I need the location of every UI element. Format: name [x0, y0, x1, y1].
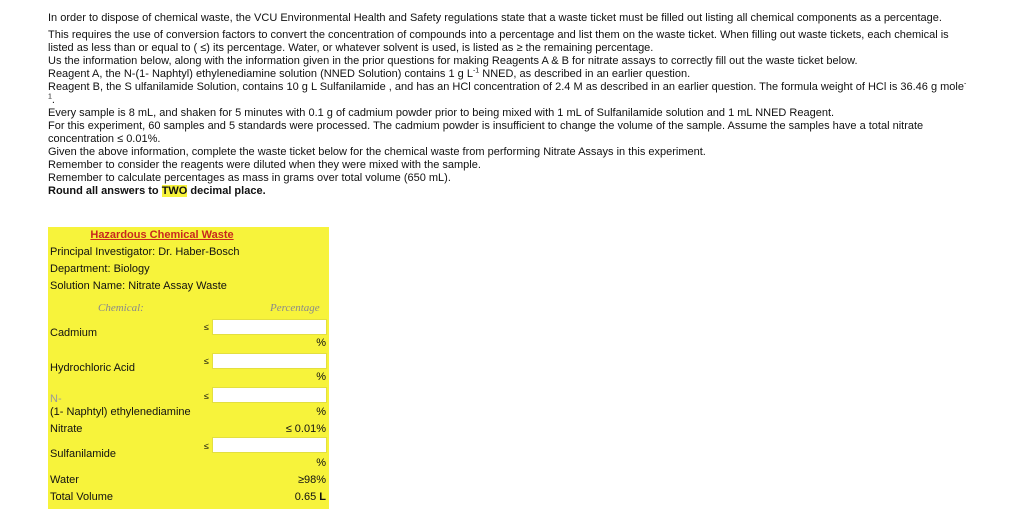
reagent-a-end: NNED, as described in an earlier question.: [479, 68, 691, 80]
department: Department: Biology: [50, 263, 150, 275]
chemical-nned-prefix: N-: [50, 393, 62, 405]
rounding-post: decimal place.: [187, 185, 266, 197]
instruction-use-info: Us the information below, along with the information given in the prior questions for making Reagents A & B for nitrate assays to correctly fill out the waste ticket below.: [48, 55, 858, 67]
reagent-b-sup: -1: [48, 80, 967, 101]
waste-ticket: [48, 227, 329, 509]
rounding-highlight: TWO: [161, 185, 188, 197]
nned-input[interactable]: [212, 387, 327, 403]
chemical-hcl: Hydrochloric Acid: [50, 362, 135, 374]
chemical-nitrate: Nitrate: [50, 423, 83, 435]
principal-investigator: Principal Investigator: Dr. Haber-Bosch: [50, 246, 240, 258]
chemical-cadmium: Cadmium: [50, 327, 98, 339]
column-chemical: Chemical:: [98, 302, 144, 314]
instruction-reagent-b: [48, 81, 968, 107]
total-volume-number: 0.65: [294, 491, 317, 503]
total-volume-label: Total Volume: [50, 491, 113, 503]
reagent-b-text: Reagent B, the S ulfanilamide Solution, contains 10 g L Sulfanilamide , and has an HCl concentration of 2.4 M as described in an earlier question. The formula weight of HCl is 36.46 g mole: [48, 81, 964, 93]
instruction-dilution: Remember to consider the reagents were diluted when they were mixed with the sample.: [48, 159, 481, 171]
sulfanilamide-input[interactable]: [212, 437, 327, 453]
instruction-sample: Every sample is 8 mL, and shaken for 5 minutes with 0.1 g of cadmium powder prior to being mixed with 1 mL of Sulfanilamide solution and 1 mL NNED Reagent.: [48, 107, 835, 119]
column-percentage: Percentage: [270, 302, 320, 314]
sulfanilamide-percent: %: [316, 457, 326, 469]
leq-nned: ≤: [204, 391, 209, 401]
nned-percent: %: [316, 406, 326, 418]
instruction-mass: Remember to calculate percentages as mass in grams over total volume (650 mL).: [48, 172, 451, 184]
leq-sulfanilamide: ≤: [204, 441, 209, 451]
total-volume-value: [295, 491, 326, 504]
solution-name: Solution Name: Nitrate Assay Waste: [50, 280, 227, 292]
instruction-complete: Given the above information, complete the waste ticket below for the chemical waste from performing Nitrate Assays in this experiment.: [48, 146, 706, 158]
reagent-a-sup: -1: [472, 67, 480, 75]
leq-cadmium: ≤: [204, 322, 209, 332]
hcl-percent: %: [316, 371, 326, 383]
total-volume-unit: L: [319, 491, 326, 503]
hcl-input[interactable]: [212, 353, 327, 369]
rounding-pre: Round all answers to: [48, 185, 162, 197]
instruction-intro: In order to dispose of chemical waste, the VCU Environmental Health and Safety regulations state that a waste ticket must be filled out listing all chemical components as a percentage.: [48, 12, 942, 24]
instruction-experiment: For this experiment, 60 samples and 5 standards were processed. The cadmium powder is insufficient to change the volume of the sample. Assume the samples have a total nitrate concentration ≤ 0.01%.: [48, 120, 924, 145]
chemical-nned: (1- Naphtyl) ethylenediamine: [50, 406, 191, 418]
chemical-water: Water: [50, 474, 79, 486]
nitrate-percent: ≤ 0.01%: [285, 423, 326, 435]
ticket-title: Hazardous Chemical Waste: [90, 229, 234, 241]
leq-hcl: ≤: [204, 356, 209, 366]
cadmium-input[interactable]: [212, 319, 327, 335]
instructions: [48, 12, 968, 198]
instruction-reagent-a: [48, 68, 968, 81]
reagent-a-text: Reagent A, the N-(1- Naphtyl) ethylenediamine solution (NNED Solution) contains 1 g L: [48, 68, 473, 80]
instruction-conversion: This requires the use of conversion factors to convert the concentration of compounds into a percentage and list them on the waste ticket. When filling out waste tickets, each chemical is listed as less than or equal to ( ≤) its percentage. Water, or whatever solvent is used, is listed as ≥ the remaining percentage.: [48, 29, 949, 54]
cadmium-percent: %: [316, 337, 326, 349]
water-percent: ≥98%: [297, 474, 326, 486]
chemical-sulfanilamide: Sulfanilamide: [50, 448, 117, 460]
reagent-b-end: .: [51, 94, 55, 106]
instruction-rounding: [48, 185, 968, 198]
